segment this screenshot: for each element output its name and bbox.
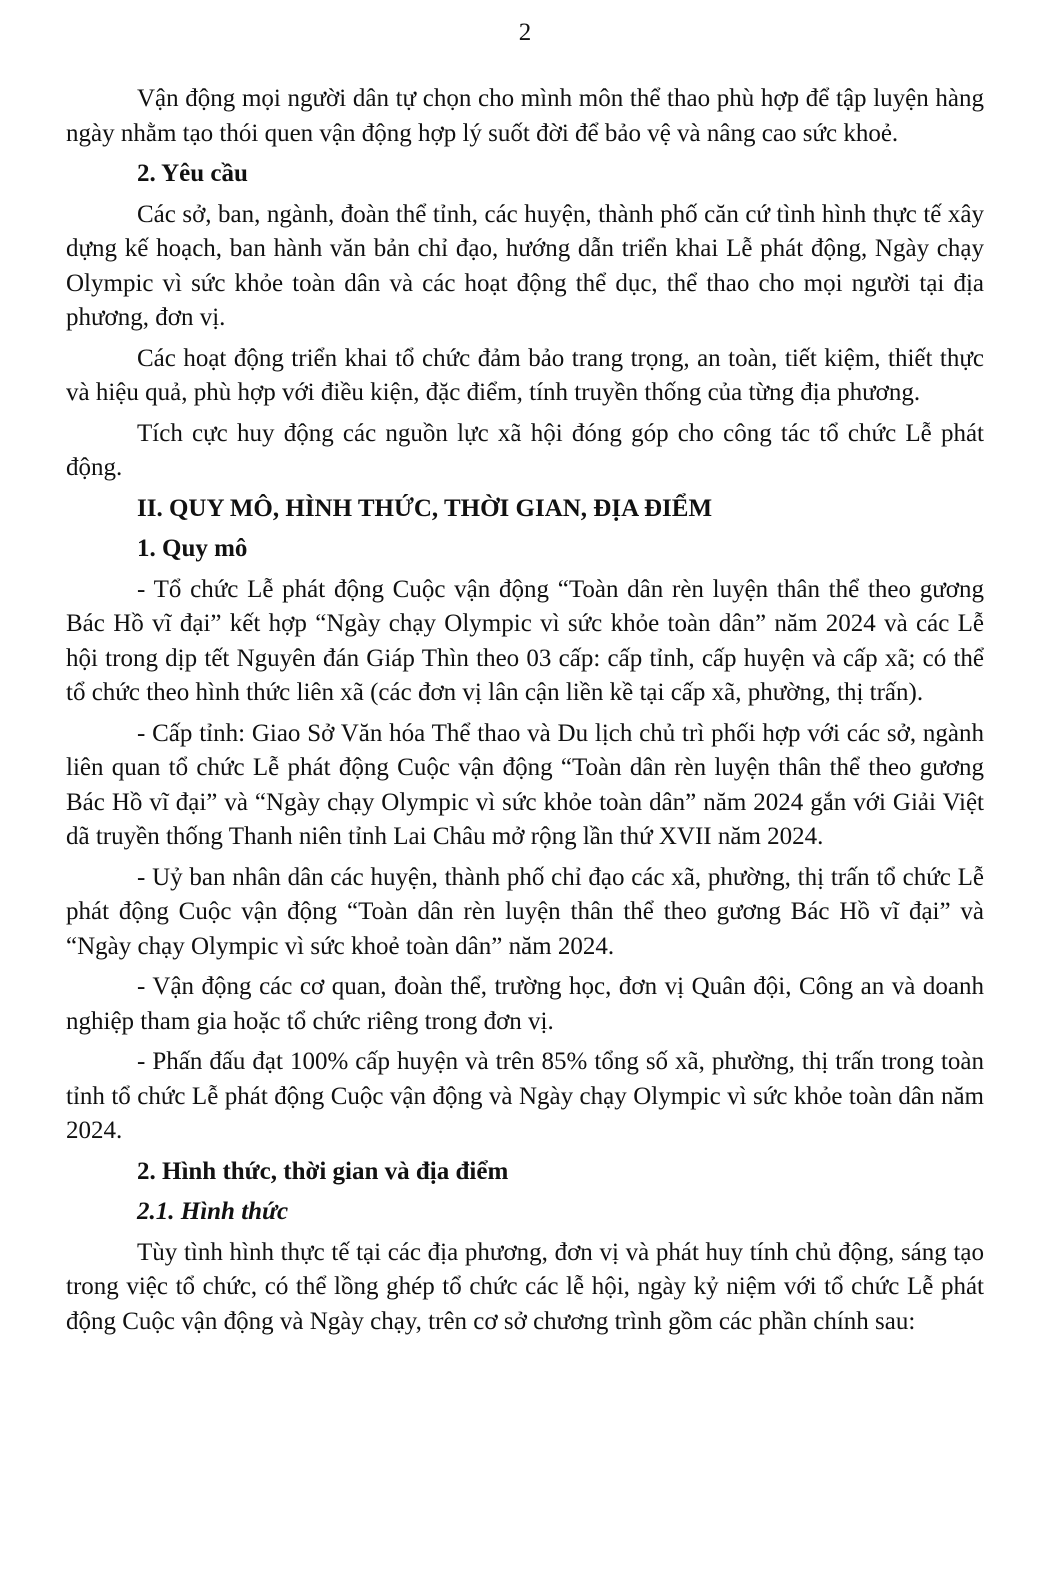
document-page bbox=[66, 0, 984, 1574]
paragraph-intro: Vận động mọi người dân tự chọn cho mình môn thể thao phù hợp để tập luyện hàng ngày nhằm tạo thói quen vận động hợp lý suốt đời để bảo vệ và nâng cao sức khoẻ. bbox=[66, 85, 984, 147]
document-body bbox=[66, 82, 984, 1345]
paragraph-requirements-1: Các sở, ban, ngành, đoàn thể tỉnh, các huyện, thành phố căn cứ tình hình thực tế xây dựng kế hoạch, ban hành văn bản chỉ đạo, hướng dẫn triển khai Lễ phát động, Ngày chạy Olympic vì sức khỏe toàn dân và các hoạt động thể dục, thể thao cho mọi người tại địa phương, đơn vị. bbox=[66, 200, 984, 331]
paragraph-scale-4: - Vận động các cơ quan, đoàn thể, trường học, đơn vị Quân đội, Công an và doanh nghiệp tham gia hoặc tổ chức riêng trong đơn vị. bbox=[66, 973, 984, 1035]
heading-form: 2.1. Hình thức bbox=[137, 1198, 289, 1225]
page-number: 2 bbox=[518, 19, 532, 46]
paragraph-scale-3: - Uỷ ban nhân dân các huyện, thành phố chỉ đạo các xã, phường, thị trấn tổ chức Lễ phát động Cuộc vận động “Toàn dân rèn luyện thân thể theo gương Bác Hồ vĩ đại” và “Ngày chạy Olympic vì sức khoẻ toàn dân” năm 2024. bbox=[66, 863, 984, 960]
heading-scale: 1. Quy mô bbox=[137, 535, 248, 562]
heading-form-time-place: 2. Hình thức, thời gian và địa điểm bbox=[137, 1157, 509, 1185]
heading-section-ii: II. QUY MÔ, HÌNH THỨC, THỜI GIAN, ĐỊA ĐIỂM bbox=[137, 494, 713, 522]
paragraph-requirements-3: Tích cực huy động các nguồn lực xã hội đóng góp cho công tác tổ chức Lễ phát động. bbox=[66, 419, 984, 481]
heading-requirements: 2. Yêu cầu bbox=[137, 160, 248, 187]
paragraph-form: Tùy tình hình thực tế tại các địa phương, đơn vị và phát huy tính chủ động, sáng tạo trong việc tổ chức, có thể lồng ghép tổ chức các lễ hội, ngày kỷ niệm với tổ chức Lễ phát động Cuộc vận động và Ngày chạy, trên cơ sở chương trình gồm các phần chính sau: bbox=[66, 1238, 984, 1335]
paragraph-scale-1: - Tổ chức Lễ phát động Cuộc vận động “Toàn dân rèn luyện thân thể theo gương Bác Hồ vĩ đại” kết hợp “Ngày chạy Olympic vì sức khỏe toàn dân” năm 2024 và các Lễ hội trong dịp tết Nguyên đán Giáp Thìn theo 03 cấp: cấp tỉnh, cấp huyện và cấp xã; có thể tổ chức theo hình thức liên xã (các đơn vị lân cận liền kề tại cấp xã, phường, thị trấn). bbox=[66, 575, 984, 706]
paragraph-scale-5: - Phấn đấu đạt 100% cấp huyện và trên 85% tổng số xã, phường, thị trấn trong toàn tỉnh tổ chức Lễ phát động Cuộc vận động và Ngày chạy Olympic vì sức khỏe toàn dân năm 2024. bbox=[66, 1048, 984, 1144]
paragraph-scale-2: - Cấp tỉnh: Giao Sở Văn hóa Thể thao và Du lịch chủ trì phối hợp với các sở, ngành liên quan tổ chức Lễ phát động Cuộc vận động “Toàn dân rèn luyện thân thể theo gương Bác Hồ vĩ đại” và “Ngày chạy Olympic vì sức khỏe toàn dân” năm 2024 gắn với Giải Việt dã truyền thống Thanh niên tỉnh Lai Châu mở rộng lần thứ XVII năm 2024. bbox=[66, 719, 984, 850]
paragraph-requirements-2: Các hoạt động triển khai tổ chức đảm bảo trang trọng, an toàn, tiết kiệm, thiết thực và hiệu quả, phù hợp với điều kiện, đặc điểm, tính truyền thống của từng địa phương. bbox=[66, 344, 984, 406]
